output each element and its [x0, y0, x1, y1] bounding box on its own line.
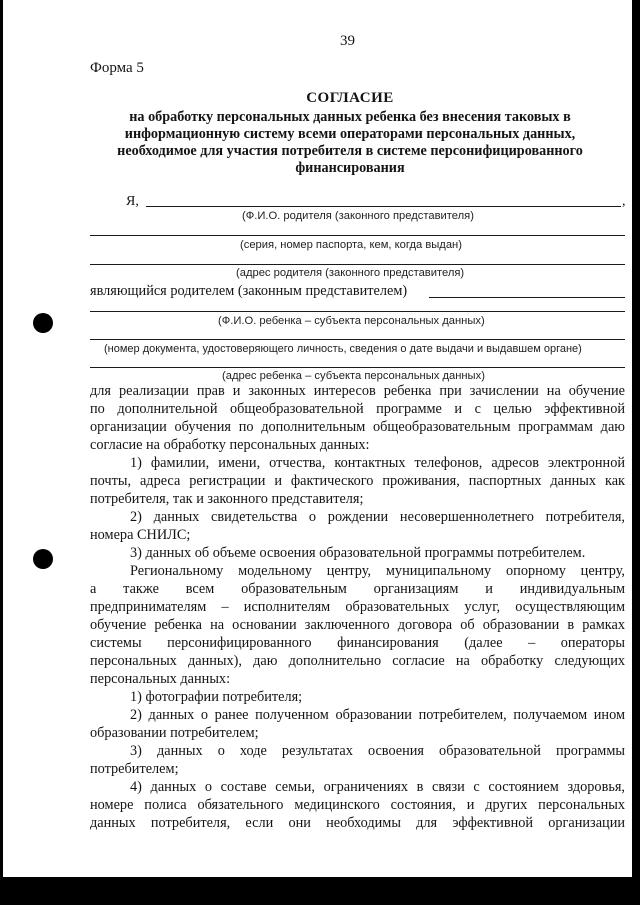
parent-fio-caption: (Ф.И.О. родителя (законного представителя) [242, 210, 474, 222]
body-line: 2) данных свидетельства о рождении несовершеннолетнего потребителя, [130, 509, 625, 525]
child-address-caption: (адрес ребенка – субъекта персональных данных) [222, 370, 485, 382]
body-line: потребителем; [90, 761, 179, 777]
body-line: номере полиса обязательного медицинского состояния, и других персональных [90, 797, 625, 813]
child-fio-caption: (Ф.И.О. ребенка – субъекта персональных данных) [218, 315, 485, 327]
subtitle-line: информационную систему всеми операторами персональных данных, [124, 126, 576, 142]
page-number: 39 [340, 33, 355, 49]
scan-bottom-edge [0, 877, 640, 905]
body-line: 3) данных о ходе результатах освоения образовательной программы [130, 743, 625, 759]
form-label: Форма 5 [90, 60, 144, 76]
body-line: данных потребителя, если они необходимы для эффективной организации [90, 815, 625, 831]
being-parent-label: являющийся родителем (законным представителем) [90, 283, 408, 299]
body-line: предпринимателям – исполнителям образовательных услуг, осуществляющим [90, 599, 625, 615]
scan-left-edge [0, 0, 3, 905]
body-line: 4) данных о составе семьи, ограничениях в связи с состоянием здоровья, [130, 779, 625, 795]
ya-label: Я, [126, 194, 139, 209]
body-line: потребителя, так и законного представителя; [90, 491, 364, 507]
punch-hole [33, 549, 53, 569]
body-line: организации обучения по дополнительным общеобразовательным программам даю [90, 419, 625, 435]
being-parent-field[interactable] [429, 297, 625, 298]
body-line: Региональному модельному центру, муниципальному опорному центру, [130, 563, 625, 579]
passport-field[interactable] [90, 235, 625, 236]
body-line: образовании потребителем; [90, 725, 259, 741]
body-line: системы персонифицированного финансирования (далее – операторы [90, 635, 625, 651]
parent-address-caption: (адрес родителя (законного представителя) [236, 267, 465, 279]
child-fio-field[interactable] [90, 311, 625, 312]
parent-address-field[interactable] [90, 264, 625, 265]
document-title: СОГЛАСИЕ [306, 90, 394, 106]
body-line: 3) данных об объеме освоения образовательной программы потребителем. [130, 545, 586, 561]
scan-right-edge [632, 0, 640, 905]
body-line: 2) данных о ранее полученном образовании потребителем, получаемом ином [130, 707, 625, 723]
body-line: почты, адреса регистрации и фактического проживания, паспортных данных как [90, 473, 625, 489]
body-line: номера СНИЛС; [90, 527, 191, 543]
child-address-field[interactable] [90, 367, 625, 368]
parent-fio-field[interactable] [146, 206, 621, 207]
body-line: по дополнительной общеобразовательной программе и с целью эффективной [90, 401, 625, 417]
punch-hole [33, 313, 53, 333]
body-line: обучение ребенка на основании заключенного договора об образовании в рамках [90, 617, 625, 633]
document-caption: (номер документа, удостоверяющего личность, сведения о дате выдачи и выдавшем органе) [104, 343, 582, 355]
body-line: 1) фотографии потребителя; [130, 689, 303, 705]
subtitle-line: на обработку персональных данных ребенка без внесения таковых в [129, 109, 571, 125]
document-subtitle [100, 109, 600, 177]
document-field[interactable] [90, 339, 625, 340]
passport-caption: (серия, номер паспорта, кем, когда выдан) [240, 239, 462, 251]
body-line: для реализации прав и законных интересов ребенка при зачислении на обучение [90, 383, 625, 399]
trailing-comma: , [622, 194, 626, 209]
body-line: персональных данных: [90, 671, 231, 687]
body-line: 1) фамилии, имени, отчества, контактных телефонов, адресов электронной [130, 455, 625, 471]
body-line: персональных данных), даю дополнительно согласие на обработку следующих [90, 653, 625, 669]
subtitle-line: финансирования [295, 160, 405, 176]
body-line: а также всем образовательным организациям и индивидуальным [90, 581, 625, 597]
body-line: согласие на обработку персональных данных: [90, 437, 370, 453]
subtitle-line: необходимое для участия потребителя в системе персонифицированного [117, 143, 583, 159]
